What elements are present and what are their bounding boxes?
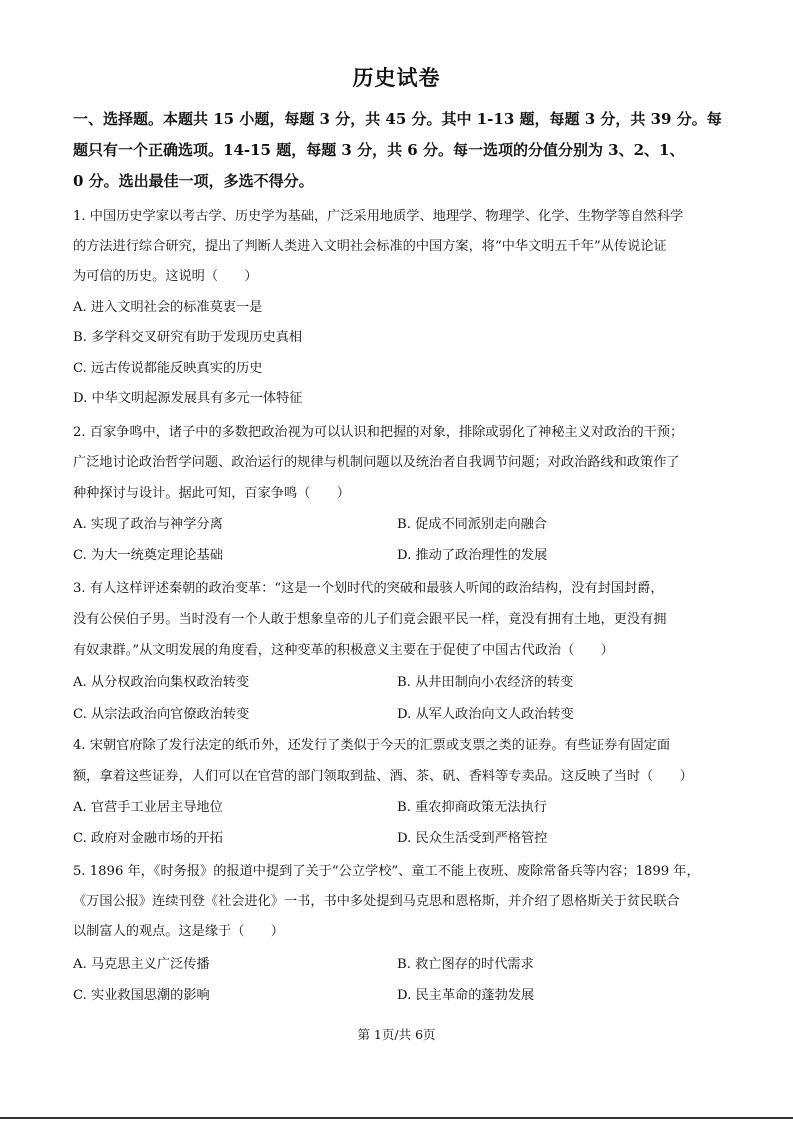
option-a: A. 从分权政治向集权政治转变 xyxy=(73,675,250,690)
question-stem-line: 3. 有人这样评述秦朝的政治变革：“这是一个划时代的突破和最骇人听闻的政治结构，没有封国封爵， xyxy=(73,581,664,596)
question-stem-line: 有奴隶群。”从文明发展的角度看，这种变革的积极意义主要在于促使了中国古代政治（ ） xyxy=(73,643,614,658)
section-heading-line-2: 题只有一个正确选项。14-15 题，每题 3 分，共 6 分。每一选项的分值分别为 3、2、1、 xyxy=(73,141,685,159)
option-b: B. 促成不同派别走向融合 xyxy=(397,517,547,532)
option-a: A. 实现了政治与神学分离 xyxy=(73,517,223,532)
option-a: A. 进入文明社会的标准莫衷一是 xyxy=(73,300,263,315)
question-stem-line: 1. 中国历史学家以考古学、历史学为基础，广泛采用地质学、地理学、物理学、化学、生物学等自然科学 xyxy=(73,209,684,224)
option-d: D. 民主革命的蓬勃发展 xyxy=(397,988,535,1003)
option-c: C. 为大一统奠定理论基础 xyxy=(73,548,223,563)
question-stem-line: 广泛地讨论政治哲学问题、政治运行的规律与机制问题以及统治者自我调节问题；对政治路线和政策作了 xyxy=(73,455,680,470)
option-a: A. 官营手工业居主导地位 xyxy=(73,800,223,815)
bottom-divider xyxy=(0,1117,793,1119)
question-stem-line: 种种探讨与设计。据此可知，百家争鸣（ ） xyxy=(73,486,350,501)
question-stem-line: 以制富人的观点。这是缘于（ ） xyxy=(73,924,284,939)
option-a: A. 马克思主义广泛传播 xyxy=(73,957,210,972)
option-d: D. 从军人政治向文人政治转变 xyxy=(397,707,574,722)
section-heading-line-3: 0 分。选出最佳一项，多选不得分。 xyxy=(73,172,314,190)
option-b: B. 从井田制向小农经济的转变 xyxy=(397,675,574,690)
option-c: C. 政府对金融市场的开拓 xyxy=(73,831,223,846)
question-stem-line: 额，拿着这些证券，人们可以在官营的部门领取到盐、酒、茶、矾、香料等专卖品。这反映了当时（ ） xyxy=(73,769,693,784)
section-heading-line-1: 一、选择题。本题共 15 小题，每题 3 分，共 45 分。其中 1-13 题，每题 3 分，共 39 分。每 xyxy=(73,110,722,128)
question-stem-line: 4. 宋朝官府除了发行法定的纸币外，还发行了类似于今天的汇票或支票之类的证券。有些证券有固定面 xyxy=(73,738,671,753)
question-stem-line: 2. 百家争鸣中，诸子中的多数把政治视为可以认识和把握的对象，排除或弱化了神秘主义对政治的干预； xyxy=(73,425,684,440)
option-b: B. 救亡图存的时代需求 xyxy=(397,957,534,972)
option-c: C. 实业救国思潮的影响 xyxy=(73,988,210,1003)
question-stem-line: 的方法进行综合研究，提出了判断人类进入文明社会标准的中国方案，将“中华文明五千年”从传说论证 xyxy=(73,239,667,254)
page-title: 历史试卷 xyxy=(352,65,441,90)
page-number: 第 1页/共 6页 xyxy=(357,1027,436,1042)
option-c: C. 从宗法政治向官僚政治转变 xyxy=(73,707,250,722)
option-d: D. 民众生活受到严格管控 xyxy=(397,831,548,846)
question-stem-line: 没有公侯伯子男。当时没有一个人敢于想象皇帝的儿子们竟会跟平民一样，竟没有拥有土地，更没有拥 xyxy=(73,612,667,627)
option-b: B. 重农抑商政策无法执行 xyxy=(397,800,547,815)
question-stem-line: 为可信的历史。这说明（ ） xyxy=(73,269,258,284)
question-stem-line: 《万国公报》连续刊登《社会进化》一书，书中多处提到马克思和恩格斯，并介绍了恩格斯关于贫民联合 xyxy=(73,894,680,909)
option-d: D. 推动了政治理性的发展 xyxy=(397,548,548,563)
option-d: D. 中华文明起源发展具有多元一体特征 xyxy=(73,391,303,406)
option-b: B. 多学科交叉研究有助于发现历史真相 xyxy=(73,330,303,345)
question-stem-line: 5. 1896 年，《时务报》的报道中提到了关于“公立学校”、童工不能上夜班、废除常备兵等内容；1899 年， xyxy=(73,864,700,879)
option-c: C. 远古传说都能反映真实的历史 xyxy=(73,361,263,376)
